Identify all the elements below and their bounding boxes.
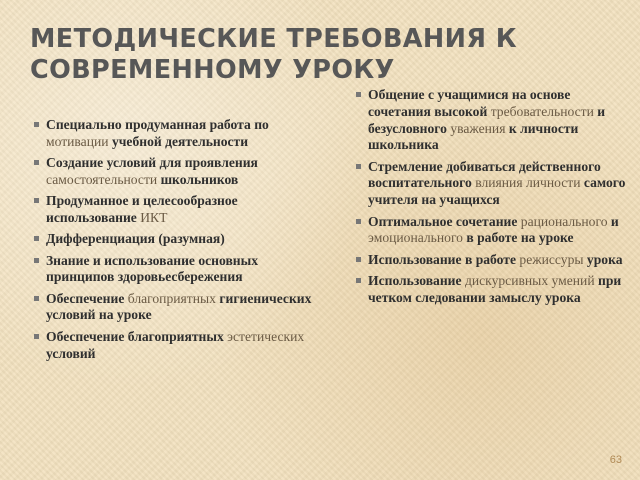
bullet-square-icon	[356, 278, 361, 283]
item-text: и	[607, 213, 619, 229]
bullet-square-icon	[34, 296, 39, 301]
requirements-list-right	[356, 87, 626, 311]
item-text: школьников	[157, 171, 239, 187]
list-item	[356, 252, 626, 269]
highlighted-term: эмоционального	[368, 230, 463, 246]
highlighted-term: требовательности	[490, 103, 594, 119]
bullet-square-icon	[356, 164, 361, 169]
bullet-square-icon	[34, 236, 39, 241]
item-text: при четком следовании замыслу урока	[368, 272, 622, 305]
list-item	[34, 117, 324, 151]
item-text: Использование в работе	[368, 251, 520, 267]
item-text: Продуманное и целесообразное использование	[46, 193, 238, 225]
highlighted-term: самостоятельности	[46, 171, 158, 187]
list-item	[34, 231, 324, 248]
list-item	[356, 87, 626, 154]
item-text: Стремление добиваться действенного воспитательного	[368, 158, 601, 191]
item-text: Создание условий для проявления	[46, 155, 258, 171]
bullet-square-icon	[34, 334, 39, 339]
highlighted-term: благоприятных	[127, 290, 216, 306]
item-text: урока	[583, 251, 623, 267]
list-item	[34, 253, 324, 287]
bullet-square-icon	[34, 160, 39, 165]
bullet-square-icon	[34, 198, 39, 203]
list-item	[34, 155, 324, 189]
list-item	[356, 273, 626, 307]
item-text: Специально продуманная работа по	[46, 117, 269, 132]
list-item	[34, 329, 324, 363]
highlighted-term: ИКТ	[140, 209, 168, 225]
item-text: Использование	[368, 272, 465, 288]
highlighted-term: дискурсивных умений	[464, 272, 595, 288]
list-item	[34, 291, 324, 325]
list-item	[356, 159, 626, 209]
list-item	[34, 193, 324, 227]
item-text: Знание и использование основных принципов здоровьесбережения	[46, 252, 259, 285]
slide-title: МЕТОДИЧЕСКИЕ ТРЕБОВАНИЯ К СОВРЕМЕННОМУ УРОКУ	[30, 24, 517, 85]
item-text: Обеспечение благоприятных	[46, 328, 228, 344]
highlighted-term: уважения	[450, 120, 506, 136]
list-item	[356, 214, 626, 248]
requirements-list-left	[34, 117, 324, 367]
highlighted-term: рационального	[520, 213, 608, 229]
highlighted-term: режиссуры	[519, 251, 584, 267]
slide-number: 63	[609, 454, 622, 466]
item-text: учебной деятельности	[108, 133, 249, 149]
highlighted-term: эстетических	[227, 328, 305, 344]
item-text: Оптимальное сочетание	[368, 213, 521, 229]
item-text: гигиенических условий на уроке	[46, 290, 312, 323]
bullet-square-icon	[356, 257, 361, 262]
item-text: условий	[46, 345, 96, 361]
item-text: Дифференциация (разумная)	[46, 231, 225, 247]
highlighted-term: мотивации	[46, 133, 109, 149]
bullet-square-icon	[34, 122, 39, 127]
highlighted-term: влияния личности	[475, 175, 581, 191]
item-text: и безусловного	[368, 103, 606, 136]
item-text: самого учителя на учащихся	[368, 175, 626, 208]
bullet-square-icon	[34, 258, 39, 263]
item-text: Обеспечение	[46, 290, 128, 306]
item-text: в работе на уроке	[462, 230, 574, 246]
item-text: к личности школьника	[368, 120, 579, 153]
bullet-square-icon	[356, 219, 361, 224]
bullet-square-icon	[356, 92, 361, 97]
item-text: Общение с учащимися на основе сочетания высокой	[368, 87, 571, 119]
